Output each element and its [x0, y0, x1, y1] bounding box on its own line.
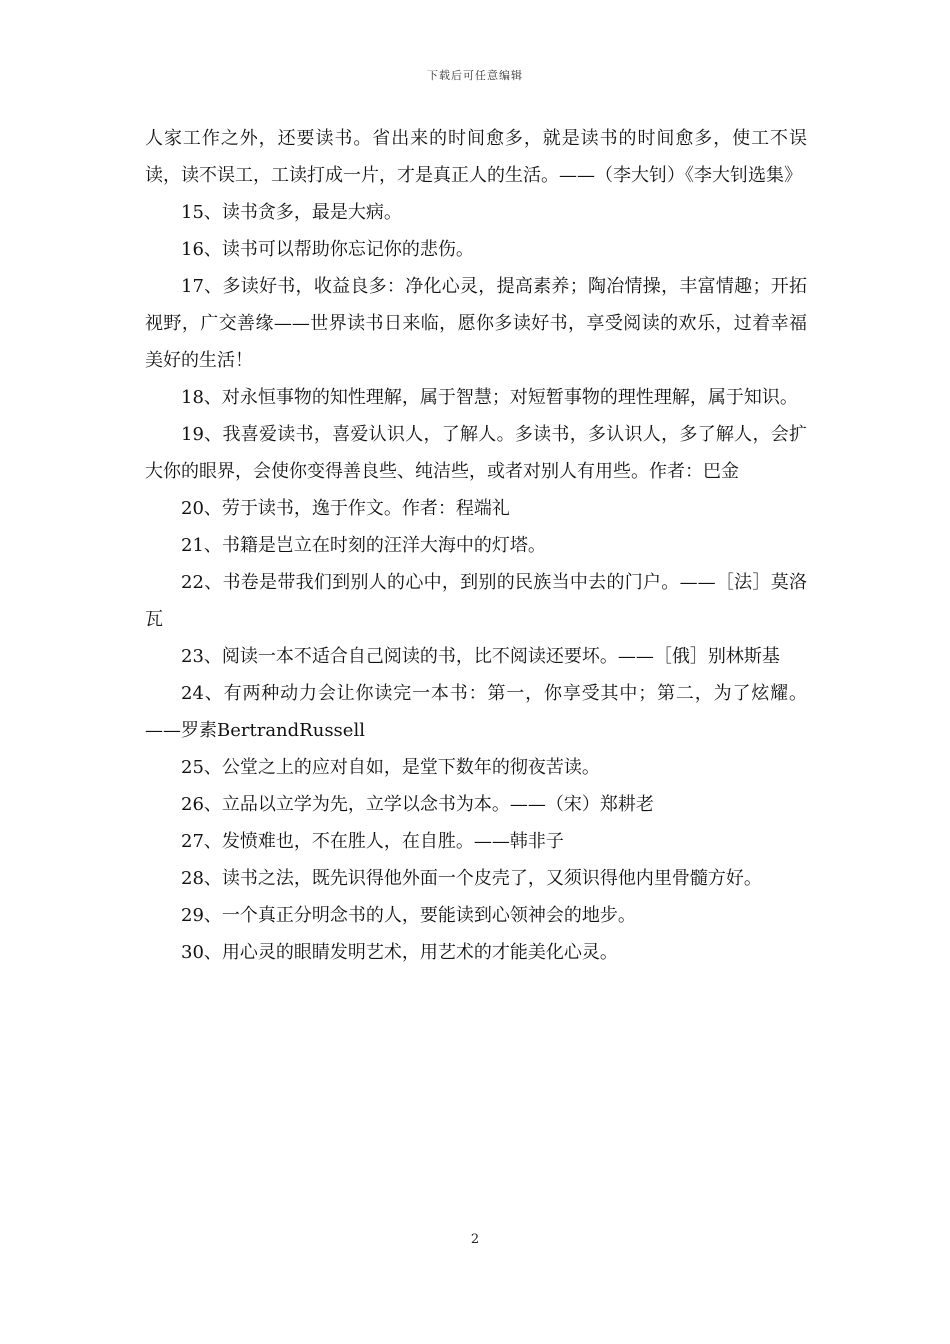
page-header: 下载后可任意编辑 — [427, 69, 523, 82]
quote-28: 28、读书之法，既先识得他外面一个皮壳了，又须识得他内里骨髓方好。 — [181, 868, 762, 889]
quote-20: 20、劳于读书，逸于作文。作者：程端礼 — [181, 498, 510, 519]
quote-19: 19、我喜爱读书，喜爱认识人，了解人。多读书，多认识人，多了解人，会扩大你的眼界，会使你变得善良些、纯洁些，或者对别人有用些。作者：巴金 — [145, 424, 807, 482]
quote-25: 25、公堂之上的应对自如，是堂下数年的彻夜苦读。 — [181, 757, 600, 778]
paragraph-continuation: 人家工作之外，还要读书。省出来的时间愈多，就是读书的时间愈多，使工不误读，读不误工，工读打成一片，才是真正人的生活。——（李大钊）《李大钊选集》 — [145, 128, 807, 186]
quote-24: 24、有两种动力会让你读完一本书：第一，你享受其中；第二，为了炫耀。——罗素BertrandRussell — [145, 683, 807, 741]
quote-17: 17、多读好书，收益良多：净化心灵，提高素养；陶冶情操，丰富情趣；开拓视野，广交善缘——世界读书日来临，愿你多读好书，享受阅读的欢乐，过着幸福美好的生活！ — [145, 276, 807, 371]
quote-15: 15、读书贪多，最是大病。 — [181, 202, 402, 223]
document-body — [145, 120, 807, 971]
quote-21: 21、书籍是岂立在时刻的汪洋大海中的灯塔。 — [181, 535, 546, 556]
quote-27: 27、发愤难也，不在胜人，在自胜。——韩非子 — [181, 831, 564, 852]
page-number: 2 — [470, 1232, 480, 1247]
quote-29: 29、一个真正分明念书的人，要能读到心领神会的地步。 — [181, 905, 636, 926]
quote-23: 23、阅读一本不适合自己阅读的书，比不阅读还要坏。——［俄］别林斯基 — [181, 646, 780, 667]
quote-26: 26、立品以立学为先，立学以念书为本。——（宋）郑耕老 — [181, 794, 654, 815]
quote-18: 18、对永恒事物的知性理解，属于智慧；对短暂事物的理性理解，属于知识。 — [181, 387, 798, 408]
quote-16: 16、读书可以帮助你忘记你的悲伤。 — [181, 239, 474, 260]
quote-30: 30、用心灵的眼睛发明艺术，用艺术的才能美化心灵。 — [181, 942, 618, 963]
quote-22: 22、书卷是带我们到别人的心中，到别的民族当中去的门户。——［法］莫洛瓦 — [145, 572, 807, 630]
